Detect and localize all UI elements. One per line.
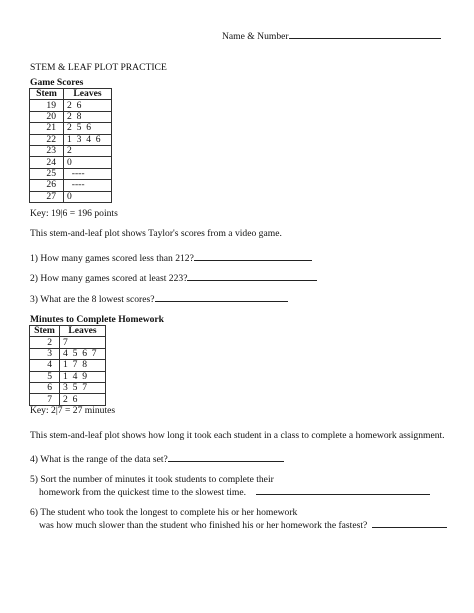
question-5-answer-field[interactable] xyxy=(256,485,430,495)
stem-cell: 6 xyxy=(30,382,60,393)
leaves-cell: 0 xyxy=(64,157,112,168)
stem-row xyxy=(30,145,112,156)
page-title: STEM & LEAF PLOT PRACTICE xyxy=(30,62,167,73)
question-2 xyxy=(30,271,317,284)
question-5-line-1: 5) Sort the number of minutes it took students to complete their xyxy=(30,474,274,485)
question-3-answer-field[interactable] xyxy=(155,292,288,302)
leaves-cell: 1 3 4 6 xyxy=(64,134,112,145)
name-number-line xyxy=(222,29,441,42)
stem-row xyxy=(30,394,106,405)
question-4-answer-field[interactable] xyxy=(168,452,284,462)
leaves-cell: 1 4 9 xyxy=(60,371,106,382)
leaves-cell: 2 5 6 xyxy=(64,123,112,134)
leaves-cell: ---- xyxy=(64,168,112,179)
question-6-line-1: 6) The student who took the longest to complete his or her homework xyxy=(30,507,298,518)
stem-cell: 7 xyxy=(30,394,60,405)
stem-row xyxy=(30,180,112,191)
stem-row xyxy=(30,371,106,382)
stem-cell: 20 xyxy=(30,111,64,122)
leaves-cell: ---- xyxy=(64,180,112,191)
stem-header: Stem xyxy=(30,326,60,337)
leaves-cell: 2 8 xyxy=(64,111,112,122)
question-5-text: homework from the quickest time to the slowest time. xyxy=(39,487,247,498)
question-2-text: 2) How many games scored at least 223? xyxy=(30,273,188,284)
leaves-cell: 2 6 xyxy=(64,100,112,111)
question-6-text: was how much slower than the student who finished his or her homework the fastest? xyxy=(39,520,368,531)
question-5-line-2 xyxy=(39,485,430,498)
name-number-label: Name & Number xyxy=(222,31,289,42)
stem-cell: 27 xyxy=(30,191,64,202)
game-scores-table xyxy=(29,88,112,203)
game-scores-intro: This stem-and-leaf plot shows Taylor's scores from a video game. xyxy=(30,228,282,239)
leaves-cell: 0 xyxy=(64,191,112,202)
stem-cell: 24 xyxy=(30,157,64,168)
stem-cell: 21 xyxy=(30,123,64,134)
leaves-cell: 3 5 7 xyxy=(60,382,106,393)
stem-row xyxy=(30,134,112,145)
stem-cell: 23 xyxy=(30,145,64,156)
stem-row xyxy=(30,157,112,168)
homework-intro: This stem-and-leaf plot shows how long it took each student in a class to complete a homework assignment. xyxy=(30,430,445,441)
leaves-cell: 4 5 6 7 xyxy=(60,348,106,359)
stem-cell: 3 xyxy=(30,348,60,359)
stem-row xyxy=(30,123,112,134)
stem-cell: 26 xyxy=(30,180,64,191)
question-3 xyxy=(30,292,288,305)
stem-row xyxy=(30,100,112,111)
leaves-cell: 7 xyxy=(60,337,106,348)
stem-cell: 4 xyxy=(30,360,60,371)
question-3-text: 3) What are the 8 lowest scores? xyxy=(30,294,155,305)
question-2-answer-field[interactable] xyxy=(187,271,317,281)
leaves-cell: 1 7 8 xyxy=(60,360,106,371)
stem-row xyxy=(30,168,112,179)
question-6-answer-field[interactable] xyxy=(372,518,447,528)
stem-row xyxy=(30,348,106,359)
stem-row xyxy=(30,382,106,393)
question-1-text: 1) How many games scored less than 212? xyxy=(30,253,194,264)
stem-row xyxy=(30,337,106,348)
stem-row xyxy=(30,111,112,122)
stem-row xyxy=(30,191,112,202)
stem-cell: 22 xyxy=(30,134,64,145)
homework-table xyxy=(29,325,106,406)
leaves-header: Leaves xyxy=(64,89,112,100)
stem-cell: 19 xyxy=(30,100,64,111)
stem-cell: 25 xyxy=(30,168,64,179)
question-1 xyxy=(30,251,312,264)
question-4-text: 4) What is the range of the data set? xyxy=(30,454,168,465)
homework-key: Key: 2|7 = 27 minutes xyxy=(30,405,116,416)
name-number-field[interactable] xyxy=(289,29,441,39)
game-scores-key: Key: 19|6 = 196 points xyxy=(30,208,118,219)
question-1-answer-field[interactable] xyxy=(194,251,312,261)
stem-cell: 2 xyxy=(30,337,60,348)
stem-cell: 5 xyxy=(30,371,60,382)
leaves-cell: 2 xyxy=(64,145,112,156)
question-6-line-2 xyxy=(39,518,447,531)
leaves-cell: 2 6 xyxy=(60,394,106,405)
stem-header: Stem xyxy=(30,89,64,100)
homework-heading: Minutes to Complete Homework xyxy=(30,314,165,325)
question-4 xyxy=(30,452,284,465)
game-scores-heading: Game Scores xyxy=(30,77,84,88)
leaves-header: Leaves xyxy=(60,326,106,337)
stem-row xyxy=(30,360,106,371)
